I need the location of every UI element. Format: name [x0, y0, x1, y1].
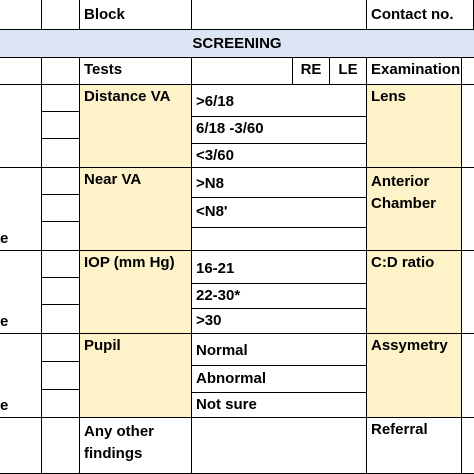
- blank-cell: [0, 418, 42, 474]
- exam-name-cd-ratio: C:D ratio: [367, 251, 462, 334]
- checkbox-cell[interactable]: [42, 222, 80, 251]
- option-cell[interactable]: Not sure: [192, 393, 367, 418]
- left-fragment-text: e: [0, 251, 42, 334]
- left-fragment-text: e: [0, 334, 42, 418]
- option-cell[interactable]: [192, 228, 367, 251]
- referral-label: Referral: [367, 418, 462, 474]
- block-label: Block: [80, 0, 192, 30]
- screening-section-bar: SCREENING: [0, 30, 474, 58]
- blank-cell: [42, 418, 80, 474]
- option-cell[interactable]: 22-30*: [192, 284, 367, 309]
- exam-value-cell[interactable]: [462, 168, 474, 251]
- option-cell[interactable]: <3/60: [192, 144, 367, 168]
- option-cell[interactable]: 16-21: [192, 251, 367, 284]
- blank-cell: [42, 58, 80, 85]
- blank-cell: [0, 58, 42, 85]
- checkbox-cell[interactable]: [42, 139, 80, 168]
- referral-field[interactable]: [462, 418, 474, 474]
- contact-label: Contact no.: [367, 0, 474, 30]
- option-cell[interactable]: Abnormal: [192, 366, 367, 393]
- exam-name-assymetry: Assymetry: [367, 334, 462, 418]
- option-cell[interactable]: >N8: [192, 168, 367, 198]
- option-cell[interactable]: <N8': [192, 198, 367, 228]
- checkbox-cell[interactable]: [42, 305, 80, 334]
- tests-column-header: Tests: [80, 58, 192, 85]
- options-column-header: [192, 58, 293, 85]
- option-cell[interactable]: Normal: [192, 334, 367, 366]
- checkbox-cell[interactable]: [42, 251, 80, 278]
- examination-column-header: Examination: [367, 58, 462, 85]
- block-value-cell[interactable]: [192, 0, 367, 30]
- checkbox-cell[interactable]: [42, 195, 80, 222]
- checkbox-cell[interactable]: [42, 168, 80, 195]
- test-name-iop: IOP (mm Hg): [80, 251, 192, 334]
- test-name-pupil: Pupil: [80, 334, 192, 418]
- left-margin-cell: [0, 85, 42, 168]
- exam-name-anterior-chamber: Anterior Chamber: [367, 168, 462, 251]
- checkbox-cell[interactable]: [42, 85, 80, 112]
- checkbox-cell[interactable]: [42, 112, 80, 139]
- blank-cell: [42, 0, 80, 30]
- checkbox-cell[interactable]: [42, 362, 80, 390]
- blank-cell: [0, 0, 42, 30]
- blank-cell: [462, 58, 474, 85]
- re-column-header: RE: [293, 58, 330, 85]
- checkbox-cell[interactable]: [42, 278, 80, 305]
- exam-value-cell[interactable]: [462, 334, 474, 418]
- option-cell[interactable]: >30: [192, 309, 367, 334]
- exam-name-lens: Lens: [367, 85, 462, 168]
- option-cell[interactable]: 6/18 -3/60: [192, 117, 367, 144]
- checkbox-cell[interactable]: [42, 334, 80, 362]
- other-findings-label: Any other findings: [80, 418, 192, 474]
- other-findings-field[interactable]: [192, 418, 367, 474]
- le-column-header: LE: [330, 58, 367, 85]
- exam-value-cell[interactable]: [462, 85, 474, 168]
- test-name-distance-va: Distance VA: [80, 85, 192, 168]
- left-fragment-text: e: [0, 168, 42, 251]
- test-name-near-va: Near VA: [80, 168, 192, 251]
- checkbox-cell[interactable]: [42, 390, 80, 418]
- option-cell[interactable]: >6/18: [192, 85, 367, 117]
- exam-value-cell[interactable]: [462, 251, 474, 334]
